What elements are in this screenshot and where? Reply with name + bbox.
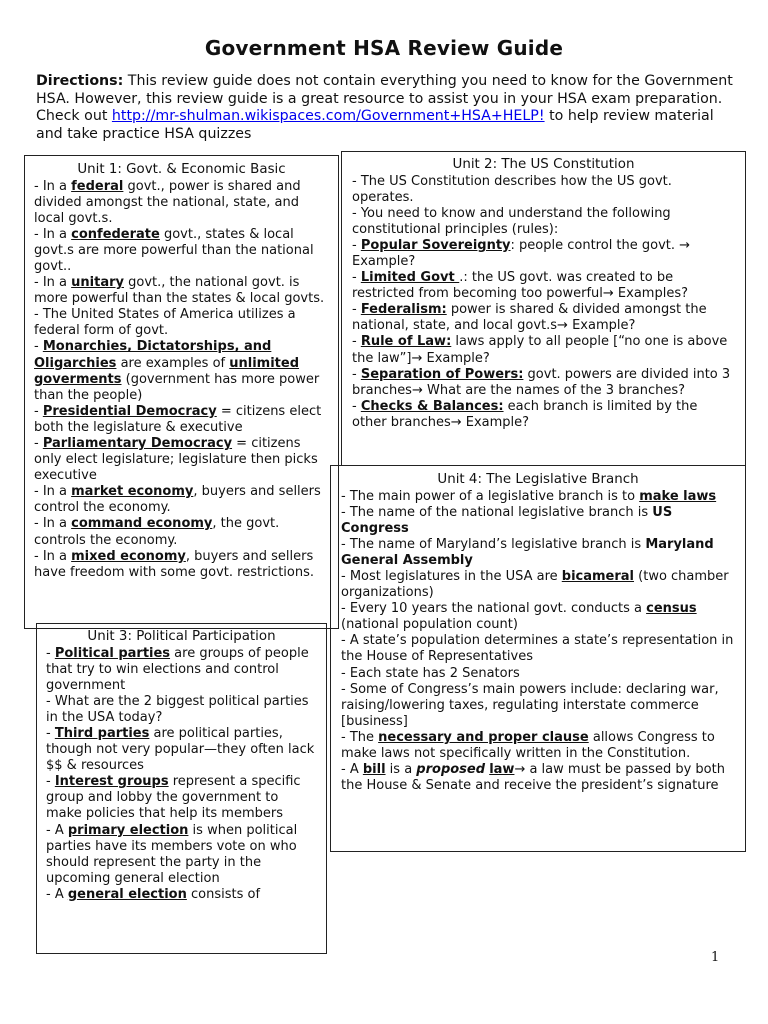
item-text: - In a bbox=[34, 178, 72, 194]
key-name: Maryland General Assembly bbox=[341, 536, 714, 568]
item-text: govt., the national govt. is more powerful than the states & local govts. bbox=[34, 275, 325, 307]
item-text: govt. powers are divided into 3 branches→ What are the names of the 3 branches? bbox=[352, 366, 731, 398]
list-item bbox=[352, 334, 735, 366]
key-term: Third parties bbox=[54, 725, 150, 741]
list-item bbox=[34, 436, 329, 484]
list-item bbox=[34, 516, 329, 548]
unit1-heading: Unit 1: Govt. & Economic Basic bbox=[77, 162, 286, 177]
item-text: each branch is limited by the other branches→ Example? bbox=[352, 398, 698, 430]
list-item bbox=[352, 270, 735, 302]
key-term: Parliamentary Democracy bbox=[42, 436, 233, 451]
item-text: govt., power is shared and divided amongst the national, state, and local govt.s. bbox=[34, 178, 301, 226]
item-text: - A bbox=[46, 886, 68, 902]
key-term: mixed economy bbox=[71, 548, 186, 564]
list-item bbox=[341, 633, 735, 665]
item-text: (two chamber organizations) bbox=[341, 568, 729, 601]
unit1-items bbox=[34, 179, 329, 581]
item-text: - In a bbox=[34, 275, 72, 291]
key-term: Political parties bbox=[54, 645, 171, 661]
page-title: Government HSA Review Guide bbox=[204, 36, 564, 60]
item-text: - A bbox=[46, 822, 68, 838]
list-item bbox=[341, 730, 735, 762]
item-text: = citizens only elect legislature; legislature then picks executive bbox=[34, 436, 318, 484]
item-text: - bbox=[352, 237, 361, 253]
item-text: - The US Constitution describes how the US govt. operates. bbox=[352, 173, 672, 205]
item-text: allows Congress to make laws not specifically written in the Constitution. bbox=[341, 729, 715, 761]
item-text: - What are the 2 biggest political parties in the USA today? bbox=[46, 693, 309, 725]
key-term: unitary bbox=[71, 275, 124, 291]
key-term: Limited Govt bbox=[360, 270, 460, 286]
list-item bbox=[341, 682, 735, 730]
list-item bbox=[352, 206, 735, 238]
list-item bbox=[341, 569, 735, 601]
item-text: : people control the govt. → Example? bbox=[352, 237, 691, 269]
unit2-items bbox=[352, 174, 735, 432]
item-text: - The name of the national legislative branch is bbox=[341, 504, 653, 520]
list-item bbox=[34, 179, 329, 227]
item-text: - Some of Congress’s main powers include: declaring war, raising/lowering taxes, regulating interstate commerce [business] bbox=[341, 681, 719, 729]
list-item bbox=[352, 238, 735, 270]
list-item bbox=[352, 367, 735, 399]
key-term: market economy bbox=[71, 484, 194, 500]
item-text: - In a bbox=[34, 226, 72, 242]
directions-text-end: to help review material and take practice HSA quizzes bbox=[36, 108, 714, 142]
item-text: = citizens elect both the legislature & executive bbox=[34, 403, 322, 435]
key-term: confederate bbox=[71, 226, 160, 242]
key-term: make laws bbox=[639, 488, 717, 504]
unit2-heading: Unit 2: The US Constitution bbox=[452, 157, 635, 172]
item-text: - In a bbox=[34, 516, 72, 532]
list-item bbox=[352, 302, 735, 334]
item-text: - bbox=[352, 398, 361, 414]
item-text: - The main power of a legislative branch is to bbox=[341, 488, 640, 504]
key-term: Separation of Powers: bbox=[360, 366, 524, 382]
key-term: federal bbox=[71, 178, 124, 194]
item-text: - bbox=[352, 302, 361, 318]
list-item bbox=[341, 537, 735, 569]
list-item bbox=[34, 275, 329, 307]
list-item bbox=[34, 404, 329, 436]
item-text: - bbox=[34, 403, 43, 419]
key-term: Monarchies, Dictatorships, and Oligarchies bbox=[34, 339, 272, 371]
list-item bbox=[341, 505, 735, 537]
unit3-box bbox=[36, 623, 327, 954]
item-text: - bbox=[46, 725, 55, 741]
item-text: (government has more power than the people) bbox=[34, 371, 320, 403]
item-text: (national population count) bbox=[341, 617, 518, 633]
key-name: US Congress bbox=[341, 504, 673, 536]
list-item bbox=[341, 762, 735, 794]
list-item bbox=[46, 646, 317, 694]
item-text: , buyers and sellers control the economy. bbox=[34, 484, 321, 516]
item-text: - bbox=[34, 436, 43, 451]
item-text: - The United States of America utilizes a federal form of govt. bbox=[34, 307, 296, 339]
directions-text: This review guide does not contain everything you need to know for the Government HSA. However, this review guide is a great resource to assist you in your HSA exam preparation. Check out bbox=[36, 73, 733, 124]
item-text: , the govt. controls the economy. bbox=[34, 516, 280, 548]
item-text: - Every 10 years the national govt. conducts a bbox=[341, 601, 647, 617]
unit2-box bbox=[341, 151, 746, 466]
key-term: Popular Sovereignty bbox=[360, 237, 511, 253]
item-text: power is shared & divided amongst the national, state, and local govt.s→ Example? bbox=[352, 302, 707, 334]
item-text: - Each state has 2 Senators bbox=[341, 665, 520, 681]
list-item bbox=[34, 339, 329, 403]
list-item bbox=[352, 174, 735, 206]
item-text: represent a specific group and lobby the government to make policies that help its members bbox=[46, 774, 301, 822]
unit4-heading: Unit 4: The Legislative Branch bbox=[437, 472, 639, 487]
item-text: - bbox=[46, 645, 55, 661]
key-term: Rule of Law: bbox=[360, 334, 452, 350]
item-text: - The bbox=[341, 729, 379, 745]
directions-label: Directions: bbox=[36, 73, 124, 89]
unit4-box bbox=[330, 465, 746, 852]
item-text: govt., states & local govt.s are more powerful than the national govt.. bbox=[34, 226, 314, 274]
item-text: - Most legislatures in the USA are bbox=[341, 568, 562, 584]
item-text: → a law must be passed by both the House & Senate and receive the president’s signature bbox=[341, 762, 725, 794]
item-text: - bbox=[352, 270, 361, 286]
item-text: are examples of bbox=[116, 355, 230, 371]
key-term: Presidential Democracy bbox=[42, 403, 217, 419]
item-text: consists of bbox=[186, 886, 261, 902]
list-item bbox=[34, 484, 329, 516]
key-term: bicameral bbox=[561, 568, 635, 584]
item-text: - bbox=[34, 339, 43, 355]
item-text: - bbox=[352, 366, 361, 382]
key-term: Federalism: bbox=[360, 302, 447, 318]
item-text: - bbox=[46, 774, 55, 790]
item-text: , buyers and sellers have freedom with some govt. restrictions. bbox=[34, 548, 314, 580]
unit3-heading: Unit 3: Political Participation bbox=[87, 629, 276, 644]
key-term: unlimited goverments bbox=[34, 355, 300, 387]
key-term: general election bbox=[67, 886, 187, 902]
item-text: - The name of Maryland’s legislative branch is bbox=[341, 536, 646, 552]
list-item bbox=[341, 666, 735, 682]
item-text: is when political parties have its members vote on who should represent the party in the upcoming general election bbox=[46, 822, 298, 886]
key-term: necessary and proper clause bbox=[378, 729, 589, 745]
key-term: Checks & Balances: bbox=[360, 398, 504, 414]
list-item bbox=[46, 726, 317, 774]
list-item bbox=[34, 307, 329, 339]
unit4-items bbox=[341, 489, 735, 795]
key-term: Interest groups bbox=[54, 774, 169, 790]
item-text: are political parties, though not very popular—they often lack $$ & resources bbox=[46, 725, 315, 774]
review-link[interactable]: http://mr-shulman.wikispaces.com/Government+HSA+HELP! bbox=[111, 108, 545, 124]
list-item bbox=[34, 227, 329, 275]
key-term: bill bbox=[362, 762, 386, 778]
key-term: primary election bbox=[67, 822, 189, 838]
item-text: - A state’s population determines a state’s representation in the House of Representatives bbox=[341, 633, 734, 665]
item-text: are groups of people that try to win elections and control government bbox=[46, 645, 309, 693]
item-text: - bbox=[352, 334, 361, 350]
item-text: laws apply to all people [“no one is above the law”]→ Example? bbox=[352, 334, 728, 366]
list-item bbox=[46, 887, 317, 903]
list-item bbox=[352, 399, 735, 431]
unit3-items bbox=[46, 646, 317, 904]
item-text: - You need to know and understand the following constitutional principles (rules): bbox=[352, 205, 671, 237]
key-term: law bbox=[489, 762, 515, 778]
item-text: - A bbox=[341, 762, 363, 778]
list-item bbox=[34, 549, 329, 581]
list-item bbox=[46, 823, 317, 887]
key-term: census bbox=[646, 601, 697, 617]
key-term: command economy bbox=[71, 516, 213, 532]
unit1-box bbox=[24, 155, 339, 629]
list-item bbox=[341, 489, 735, 505]
list-item bbox=[341, 601, 735, 633]
page-number: 1 bbox=[711, 950, 720, 965]
emphasis: proposed bbox=[416, 762, 486, 778]
list-item bbox=[46, 774, 317, 822]
item-text: - In a bbox=[34, 548, 72, 564]
directions-paragraph bbox=[36, 73, 736, 143]
item-text: .: the US govt. was created to be restricted from becoming too powerful→ Examples? bbox=[352, 270, 688, 302]
item-text: - In a bbox=[34, 484, 72, 500]
list-item bbox=[46, 694, 317, 726]
item-text: is a bbox=[385, 762, 417, 778]
